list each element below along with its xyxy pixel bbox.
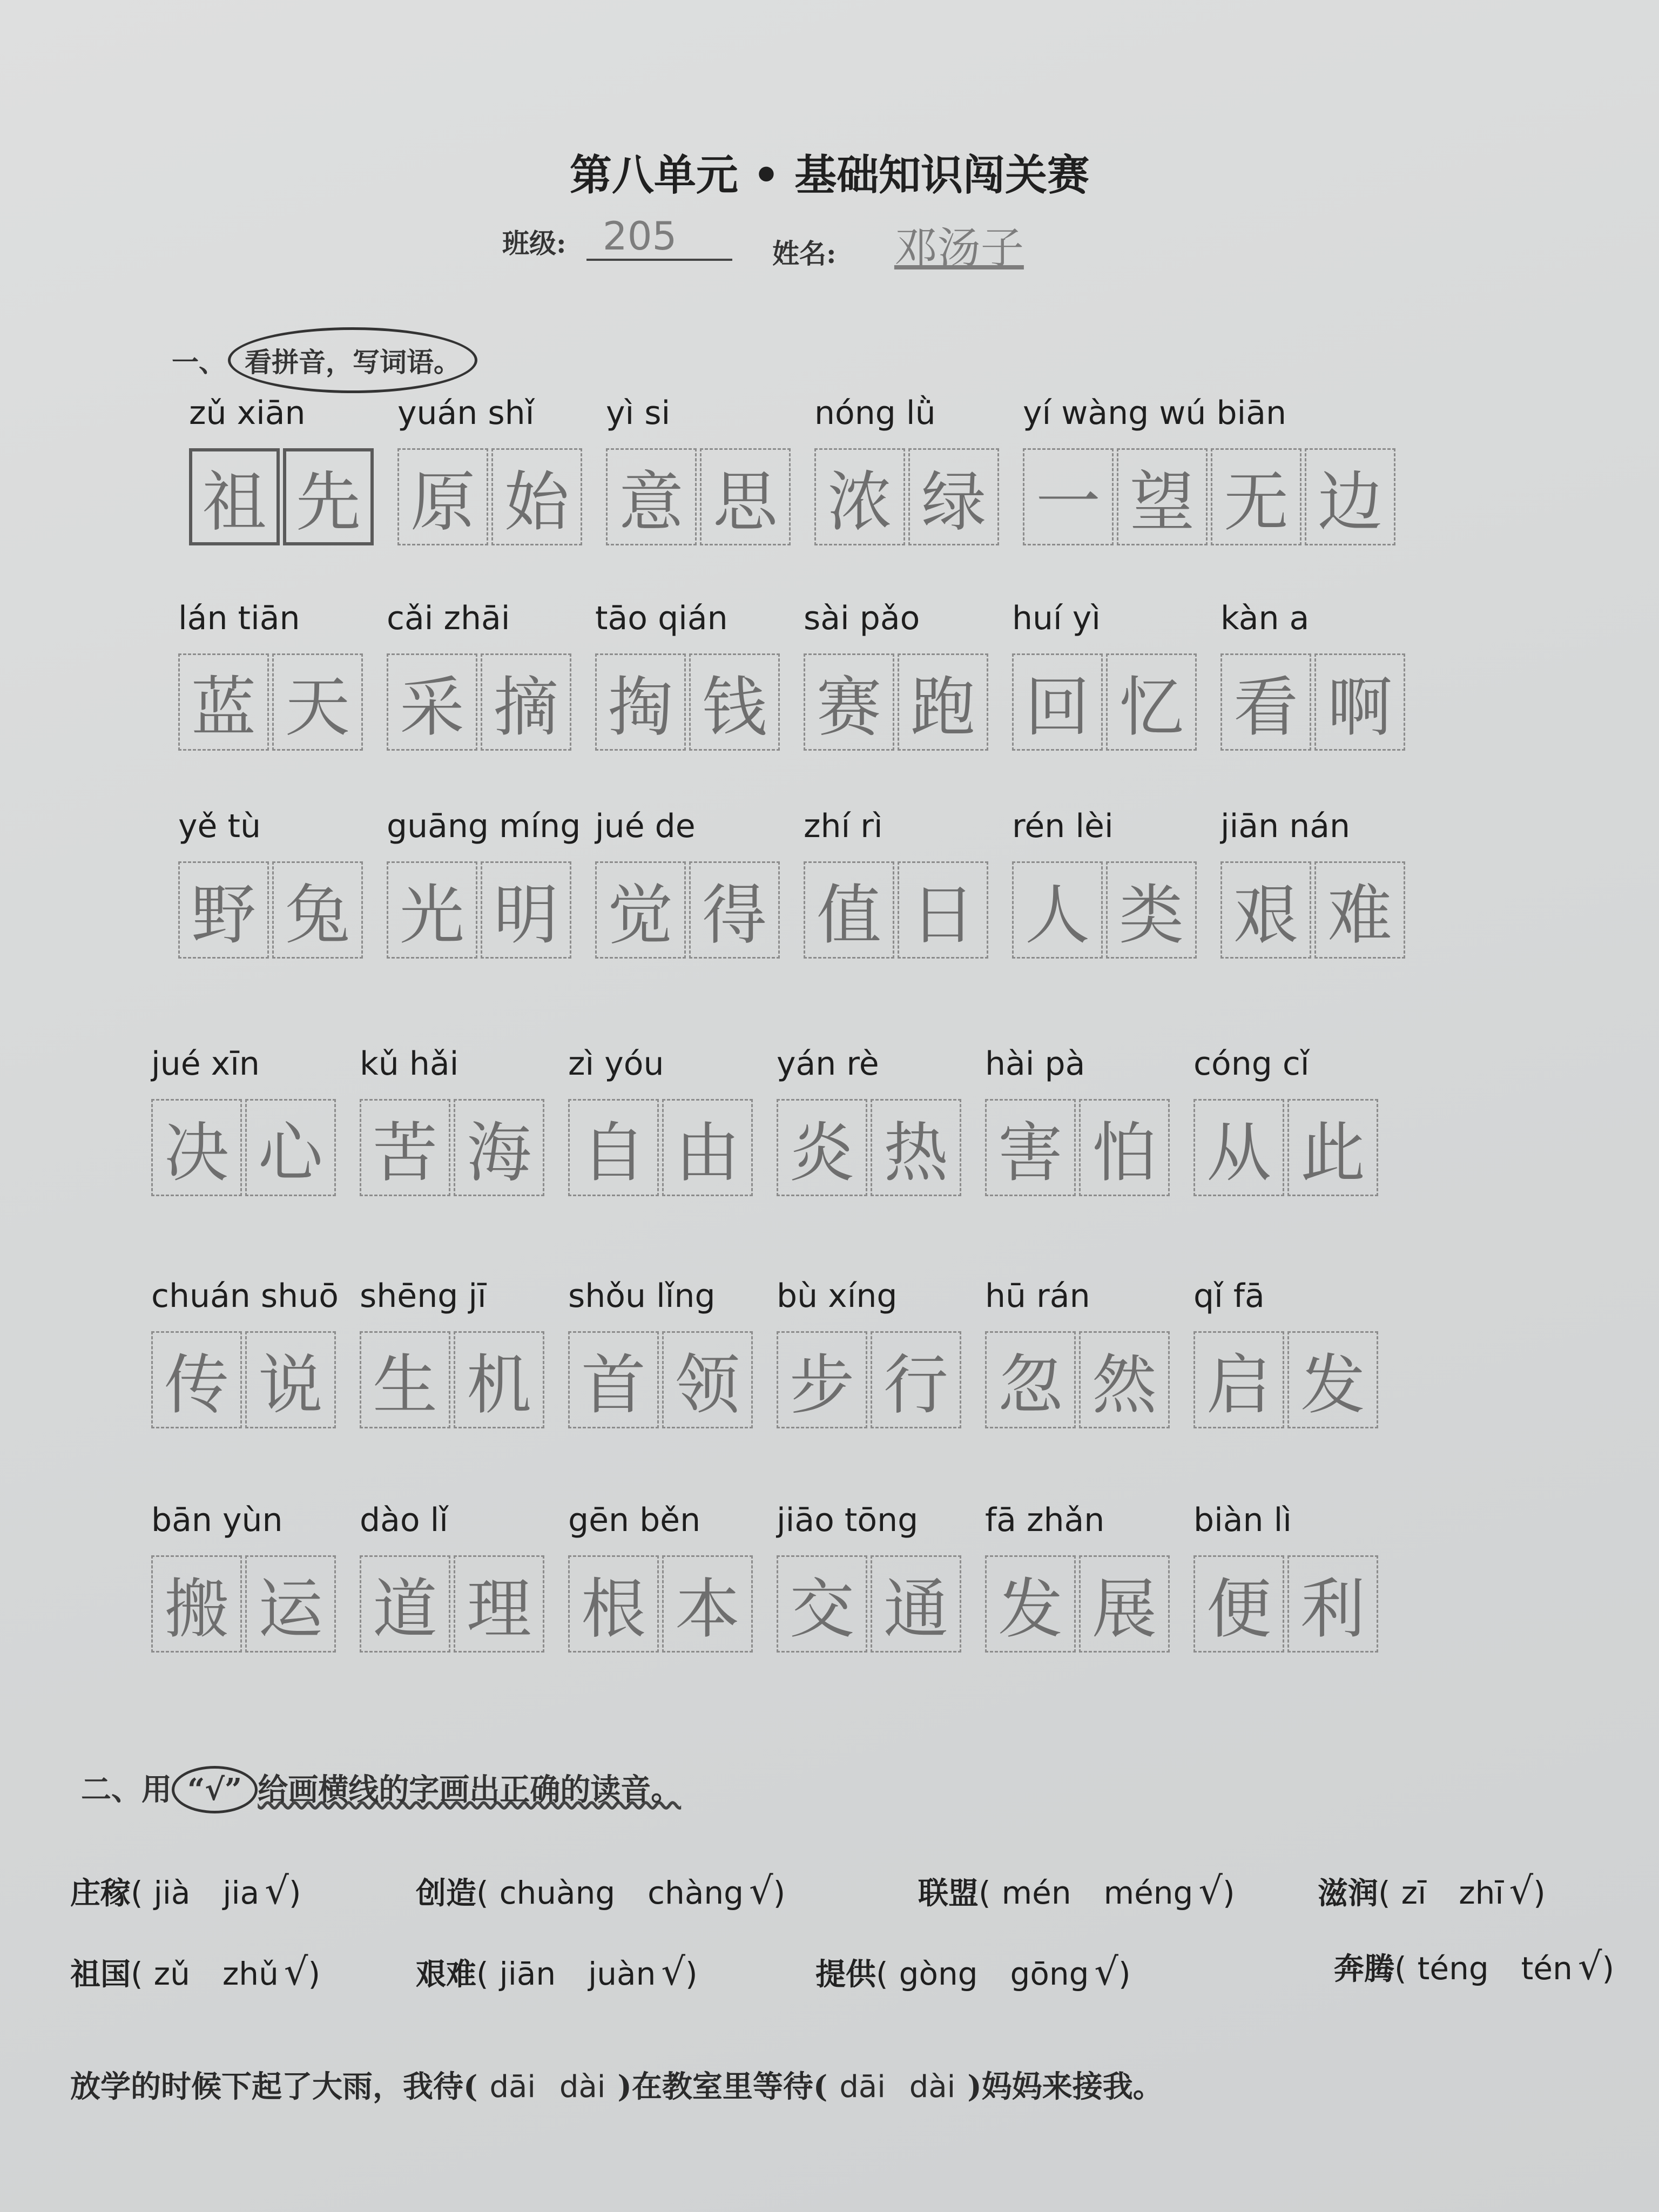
written-character[interactable]: 人 xyxy=(1012,861,1103,959)
pinyin-label: yán rè xyxy=(777,1045,879,1083)
sentence-option-2a: dāi xyxy=(839,2069,886,2105)
sentence-option-2b: dài xyxy=(909,2069,956,2105)
pinyin-label: zì yóu xyxy=(568,1045,664,1083)
question-word: 艰难 xyxy=(416,1957,476,1992)
written-character[interactable]: 说 xyxy=(245,1331,336,1428)
writing-boxes xyxy=(985,1099,1173,1196)
pinyin-label: hài pà xyxy=(985,1045,1085,1083)
written-character[interactable]: 掏 xyxy=(595,653,686,751)
writing-boxes xyxy=(814,448,1002,545)
writing-boxes xyxy=(804,653,992,751)
pinyin-label: yí wàng wú biān xyxy=(1023,394,1286,432)
pinyin-label: rén lèi xyxy=(1012,807,1114,845)
pinyin-label: cǎi zhāi xyxy=(387,599,510,637)
page-title: 第八单元 • 基础知识闯关赛 xyxy=(569,151,1090,200)
pinyin-label: jué de xyxy=(595,807,696,845)
pinyin-label: hū rán xyxy=(985,1277,1090,1315)
check-mark-icon: √ xyxy=(284,1950,308,1994)
pronunciation-question: 提供( gòng gōng √) xyxy=(815,1950,1131,1994)
pronunciation-question: 庄稼( jià jia √) xyxy=(70,1869,301,1913)
class-value: 205 xyxy=(602,213,677,259)
written-character[interactable]: 本 xyxy=(662,1555,753,1653)
pinyin-option-1[interactable]: zī xyxy=(1401,1874,1427,1911)
pinyin-label: gēn běn xyxy=(568,1501,701,1539)
check-mark-icon: √ xyxy=(661,1950,685,1994)
check-mark-icon: √ xyxy=(1577,1944,1602,1988)
writing-boxes xyxy=(595,653,783,751)
written-character[interactable]: 无 xyxy=(1211,448,1301,545)
written-character[interactable]: 理 xyxy=(454,1555,544,1653)
pinyin-label: kàn a xyxy=(1220,599,1310,637)
written-character[interactable]: 忽 xyxy=(985,1331,1076,1428)
pinyin-label: zǔ xiān xyxy=(189,394,306,432)
written-character[interactable]: 生 xyxy=(360,1331,450,1428)
pinyin-label: tāo qián xyxy=(595,599,728,637)
class-label: 班级: xyxy=(502,227,567,259)
written-character[interactable]: 得 xyxy=(689,861,780,959)
pinyin-label: yuán shǐ xyxy=(397,394,535,432)
written-character[interactable]: 决 xyxy=(151,1099,242,1196)
pinyin-label: jiāo tōng xyxy=(777,1501,919,1539)
pinyin-label: shēng jī xyxy=(360,1277,487,1315)
written-character[interactable]: 自 xyxy=(568,1099,659,1196)
writing-boxes xyxy=(360,1555,548,1653)
writing-boxes xyxy=(606,448,794,545)
written-character[interactable]: 跑 xyxy=(898,653,988,751)
written-character[interactable]: 绿 xyxy=(908,448,999,545)
pinyin-label: huí yì xyxy=(1012,599,1101,637)
written-character[interactable]: 然 xyxy=(1079,1331,1170,1428)
writing-boxes xyxy=(360,1099,548,1196)
pronunciation-question: 祖国( zǔ zhǔ √) xyxy=(70,1950,321,1994)
writing-boxes xyxy=(777,1331,965,1428)
writing-boxes xyxy=(1193,1099,1381,1196)
writing-boxes xyxy=(178,653,366,751)
written-character[interactable]: 始 xyxy=(491,448,582,545)
written-character[interactable]: 交 xyxy=(777,1555,867,1653)
written-character[interactable]: 领 xyxy=(662,1331,753,1428)
name-field xyxy=(772,213,1024,275)
written-character[interactable]: 发 xyxy=(985,1555,1076,1653)
written-character[interactable]: 运 xyxy=(245,1555,336,1653)
pinyin-label: lán tiān xyxy=(178,599,300,637)
check-mark-icon: √ xyxy=(265,1869,289,1913)
written-character[interactable]: 思 xyxy=(700,448,791,545)
question-word: 滋润 xyxy=(1318,1876,1378,1911)
sentence-option-1b: dài xyxy=(559,2069,606,2105)
written-character[interactable]: 忆 xyxy=(1106,653,1197,751)
written-character[interactable]: 祖 xyxy=(189,448,280,545)
writing-boxes xyxy=(568,1099,756,1196)
writing-boxes xyxy=(360,1331,548,1428)
sentence-part1: 放学的时候下起了大雨，我待 xyxy=(70,2069,463,2105)
pinyin-label: qǐ fā xyxy=(1193,1277,1265,1315)
writing-boxes xyxy=(387,653,575,751)
written-character[interactable]: 艰 xyxy=(1220,861,1311,959)
pinyin-label: kǔ hǎi xyxy=(360,1045,459,1083)
writing-boxes xyxy=(397,448,585,545)
pinyin-option-2[interactable]: chàng xyxy=(648,1874,744,1911)
writing-boxes xyxy=(151,1555,339,1653)
question-word: 创造 xyxy=(416,1876,476,1911)
pinyin-option-2[interactable]: tén xyxy=(1521,1950,1573,1987)
writing-boxes xyxy=(1193,1331,1381,1428)
written-character[interactable]: 怕 xyxy=(1079,1099,1170,1196)
writing-boxes xyxy=(1012,653,1200,751)
pinyin-option-1[interactable]: téng xyxy=(1417,1950,1489,1987)
written-character[interactable]: 边 xyxy=(1305,448,1395,545)
pinyin-label: zhí rì xyxy=(804,807,883,845)
question-word: 祖国 xyxy=(70,1957,131,1992)
section2-heading xyxy=(81,1766,681,1813)
pinyin-label: chuán shuō xyxy=(151,1277,339,1315)
written-character[interactable]: 值 xyxy=(804,861,894,959)
check-mark-symbol: “√” xyxy=(172,1766,258,1813)
written-character[interactable]: 原 xyxy=(397,448,488,545)
writing-boxes xyxy=(568,1555,756,1653)
written-character[interactable]: 海 xyxy=(454,1099,544,1196)
pinyin-label: nóng lǜ xyxy=(814,394,936,432)
written-character[interactable]: 难 xyxy=(1314,861,1405,959)
written-character[interactable]: 搬 xyxy=(151,1555,242,1653)
written-character[interactable]: 看 xyxy=(1220,653,1311,751)
writing-boxes xyxy=(387,861,575,959)
pinyin-label: fā zhǎn xyxy=(985,1501,1105,1539)
writing-boxes xyxy=(151,1099,339,1196)
written-character[interactable]: 由 xyxy=(662,1099,753,1196)
written-character[interactable]: 利 xyxy=(1287,1555,1378,1653)
written-character[interactable]: 步 xyxy=(777,1331,867,1428)
pinyin-option-2[interactable]: méng xyxy=(1103,1874,1193,1911)
writing-boxes xyxy=(1220,861,1408,959)
written-character[interactable]: 热 xyxy=(871,1099,961,1196)
written-character[interactable]: 类 xyxy=(1106,861,1197,959)
written-character[interactable]: 此 xyxy=(1287,1099,1378,1196)
written-character[interactable]: 光 xyxy=(387,861,477,959)
written-character[interactable]: 天 xyxy=(272,653,363,751)
check-mark-icon: √ xyxy=(748,1869,773,1913)
writing-boxes xyxy=(151,1331,339,1428)
writing-boxes xyxy=(568,1331,756,1428)
section1-number: 一、 xyxy=(172,346,226,378)
written-character[interactable]: 浓 xyxy=(814,448,905,545)
writing-boxes xyxy=(1023,448,1399,545)
pinyin-label: yě tù xyxy=(178,807,261,845)
sentence-question: 放学的时候下起了大雨，我待( dāi dài )在教室里等待( dāi dài )妈妈来接我。 xyxy=(70,2069,1163,2105)
section1-heading-text: 看拼音，写词语。 xyxy=(228,327,477,393)
writing-boxes xyxy=(985,1555,1173,1653)
pronunciation-question: 艰难( jiān juàn √) xyxy=(416,1950,698,1994)
pinyin-option-1[interactable]: gòng xyxy=(899,1955,978,1992)
pinyin-option-1[interactable]: mén xyxy=(1001,1874,1071,1911)
written-character[interactable]: 根 xyxy=(568,1555,659,1653)
written-character[interactable]: 意 xyxy=(606,448,697,545)
pinyin-option-1[interactable]: zǔ xyxy=(153,1955,190,1992)
sentence-option-1a: dāi xyxy=(489,2069,536,2105)
written-character[interactable]: 蓝 xyxy=(178,653,269,751)
written-character[interactable]: 启 xyxy=(1193,1331,1284,1428)
question-word: 庄稼 xyxy=(70,1876,131,1911)
pronunciation-question: 奔腾( téng tén √) xyxy=(1334,1944,1615,1988)
writing-boxes xyxy=(777,1555,965,1653)
written-character[interactable]: 先 xyxy=(283,448,374,545)
written-character[interactable]: 赛 xyxy=(804,653,894,751)
pronunciation-question: 创造( chuàng chàng √) xyxy=(416,1869,786,1913)
name-label: 姓名: xyxy=(772,238,837,269)
writing-boxes xyxy=(985,1331,1173,1428)
pinyin-option-2[interactable]: jia xyxy=(222,1874,260,1911)
written-character[interactable]: 采 xyxy=(387,653,477,751)
writing-boxes xyxy=(1012,861,1200,959)
pinyin-label: cóng cǐ xyxy=(1193,1045,1310,1083)
pronunciation-question: 滋润( zī zhī √) xyxy=(1318,1869,1546,1913)
section2-heading-text: 给画横线的字画出正确的读音。 xyxy=(258,1772,682,1808)
check-mark-icon: √ xyxy=(1094,1950,1119,1994)
pinyin-label: sài pǎo xyxy=(804,599,920,637)
written-character[interactable]: 通 xyxy=(871,1555,961,1653)
pinyin-label: biàn lì xyxy=(1193,1501,1292,1539)
writing-boxes xyxy=(1220,653,1408,751)
written-character[interactable]: 回 xyxy=(1012,653,1103,751)
written-character[interactable]: 传 xyxy=(151,1331,242,1428)
written-character[interactable]: 望 xyxy=(1117,448,1208,545)
pinyin-option-2[interactable]: juàn xyxy=(588,1955,656,1992)
section2-number: 二、用 xyxy=(81,1772,172,1808)
written-character[interactable]: 便 xyxy=(1193,1555,1284,1653)
written-character[interactable]: 日 xyxy=(898,861,988,959)
written-character[interactable]: 首 xyxy=(568,1331,659,1428)
written-character[interactable]: 兔 xyxy=(272,861,363,959)
pinyin-label: shǒu lǐng xyxy=(568,1277,716,1315)
check-mark-icon: √ xyxy=(1509,1869,1534,1913)
writing-boxes xyxy=(804,861,992,959)
written-character[interactable]: 觉 xyxy=(595,861,686,959)
pinyin-label: bān yùn xyxy=(151,1501,283,1539)
writing-boxes xyxy=(595,861,783,959)
writing-boxes xyxy=(178,861,366,959)
written-character[interactable]: 明 xyxy=(481,861,571,959)
pinyin-label: yì si xyxy=(606,394,671,432)
pinyin-option-2[interactable]: zhī xyxy=(1459,1874,1504,1911)
written-character[interactable]: 一 xyxy=(1023,448,1114,545)
writing-boxes xyxy=(189,448,377,545)
sentence-part2: 在教室里等待 xyxy=(631,2069,813,2105)
pinyin-label: jué xīn xyxy=(151,1045,260,1083)
pinyin-label: jiān nán xyxy=(1220,807,1351,845)
written-character[interactable]: 野 xyxy=(178,861,269,959)
pinyin-label: bù xíng xyxy=(777,1277,898,1315)
pinyin-option-2[interactable]: zhǔ xyxy=(222,1955,279,1992)
written-character[interactable]: 钱 xyxy=(689,653,780,751)
pinyin-option-1[interactable]: jiān xyxy=(499,1955,556,1992)
written-character[interactable]: 道 xyxy=(360,1555,450,1653)
sentence-part3: 妈妈来接我。 xyxy=(981,2069,1163,2105)
question-word: 奔腾 xyxy=(1334,1951,1394,1987)
pinyin-option-1[interactable]: jià xyxy=(153,1874,191,1911)
pinyin-label: dào lǐ xyxy=(360,1501,448,1539)
written-character[interactable]: 从 xyxy=(1193,1099,1284,1196)
section1-heading xyxy=(172,327,477,393)
class-field xyxy=(502,213,732,261)
name-value: 邓汤子 xyxy=(894,223,1024,273)
written-character[interactable]: 害 xyxy=(985,1099,1076,1196)
question-word: 联盟 xyxy=(918,1876,979,1911)
written-character[interactable]: 摘 xyxy=(481,653,571,751)
written-character[interactable]: 机 xyxy=(454,1331,544,1428)
pinyin-label: guāng míng xyxy=(387,807,581,845)
writing-boxes xyxy=(777,1099,965,1196)
pinyin-option-2[interactable]: gōng xyxy=(1010,1955,1089,1992)
pinyin-option-1[interactable]: chuàng xyxy=(499,1874,616,1911)
written-character[interactable]: 行 xyxy=(871,1331,961,1428)
written-character[interactable]: 苦 xyxy=(360,1099,450,1196)
written-character[interactable]: 心 xyxy=(245,1099,336,1196)
written-character[interactable]: 啊 xyxy=(1314,653,1405,751)
check-mark-icon: √ xyxy=(1198,1869,1223,1913)
pronunciation-question: 联盟( mén méng √) xyxy=(918,1869,1235,1913)
question-word: 提供 xyxy=(815,1957,876,1992)
written-character[interactable]: 发 xyxy=(1287,1331,1378,1428)
written-character[interactable]: 展 xyxy=(1079,1555,1170,1653)
writing-boxes xyxy=(1193,1555,1381,1653)
written-character[interactable]: 炎 xyxy=(777,1099,867,1196)
